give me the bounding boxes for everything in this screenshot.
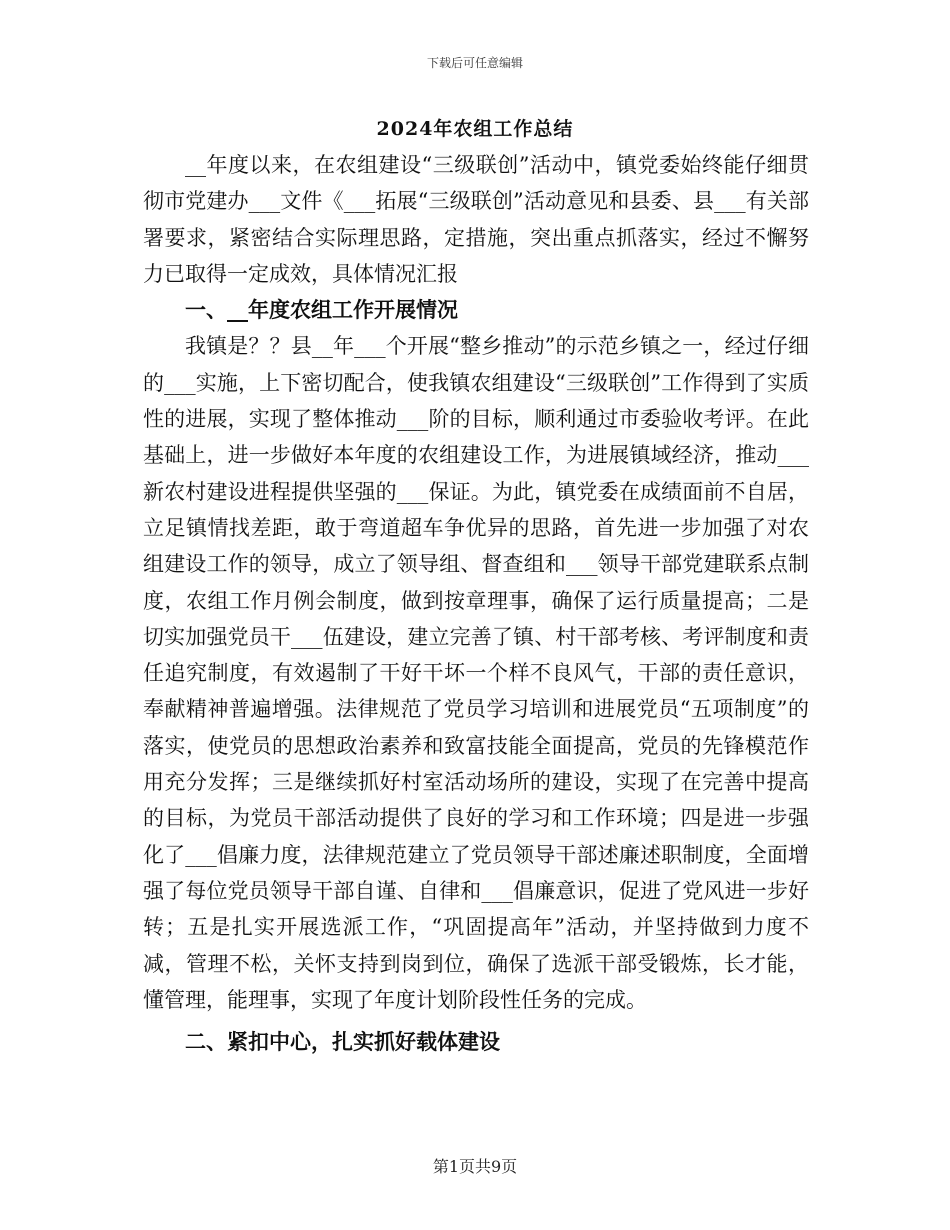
section-heading-1: 一、__年度农组工作开展情况 [185,297,458,323]
page-number-footer: 第1页共9页 [432,1157,518,1176]
header-note: 下载后可任意编辑 [426,56,523,70]
document-title: 2024年农组工作总结 [376,118,574,140]
document-body [143,147,809,1060]
section-heading-2: 二、紧扣中心，扎实抓好载体建设 [185,1029,500,1055]
section-1-paragraph: 我镇是？？县__年___个开展“整乡推动”的示范乡镇之一，经过仔细的___实施，上下密切配合，使我镇农组建设“三级联创”工作得到了实质性的进展，实现了整体推动___阶的目标，顺利通过市委验收考评。在此基础上，进一步做好本年度的农组建设工作，为进展镇域经济，推动___新农村建设进程提供坚强的___保证。为此，镇党委在成绩面前不自居，立足镇情找差距，敢于弯道超车争优异的思路，首先进一步加强了对农组建设工作的领导，成立了领导组、督查组和___领导干部党建联系点制度，农组工作月例会制度，做到按章理事，确保了运行质量提高；二是切实加强党员干___伍建设，建立完善了镇、村干部考核、考评制度和责任追究制度，有效遏制了干好干坏一个样不良风气，干部的责任意识，奉献精神普遍增强。法律规范了党员学习培训和进展党员“五项制度”的落实，使党员的思想政治素养和致富技能全面提高，党员的先锋模范作用充分发挥；三是继续抓好村室活动场所的建设，实现了在完善中提高的目标，为党员干部活动提供了良好的学习和工作环境；四是进一步强化了___倡廉力度，法律规范建立了党员领导干部述廉述职制度，全面增强了每位党员领导干部自谨、自律和___倡廉意识，促进了党风进一步好转；五是扎实开展选派工作，“巩固提高年”活动，并坚持做到力度不减，管理不松，关怀支持到岗到位，确保了选派干部受锻炼，长才能，懂管理，能理事，实现了年度计划阶段性任务的完成。 [143,334,809,1012]
intro-paragraph: __年度以来，在农组建设“三级联创”活动中，镇党委始终能仔细贯彻市党建办___文件《___拓展“三级联创”活动意见和县委、县___有关部署要求，紧密结合实际理思路，定措施，突出重点抓落实，经过不懈努力已取得一定成效，具体情况汇报 [143,153,809,286]
